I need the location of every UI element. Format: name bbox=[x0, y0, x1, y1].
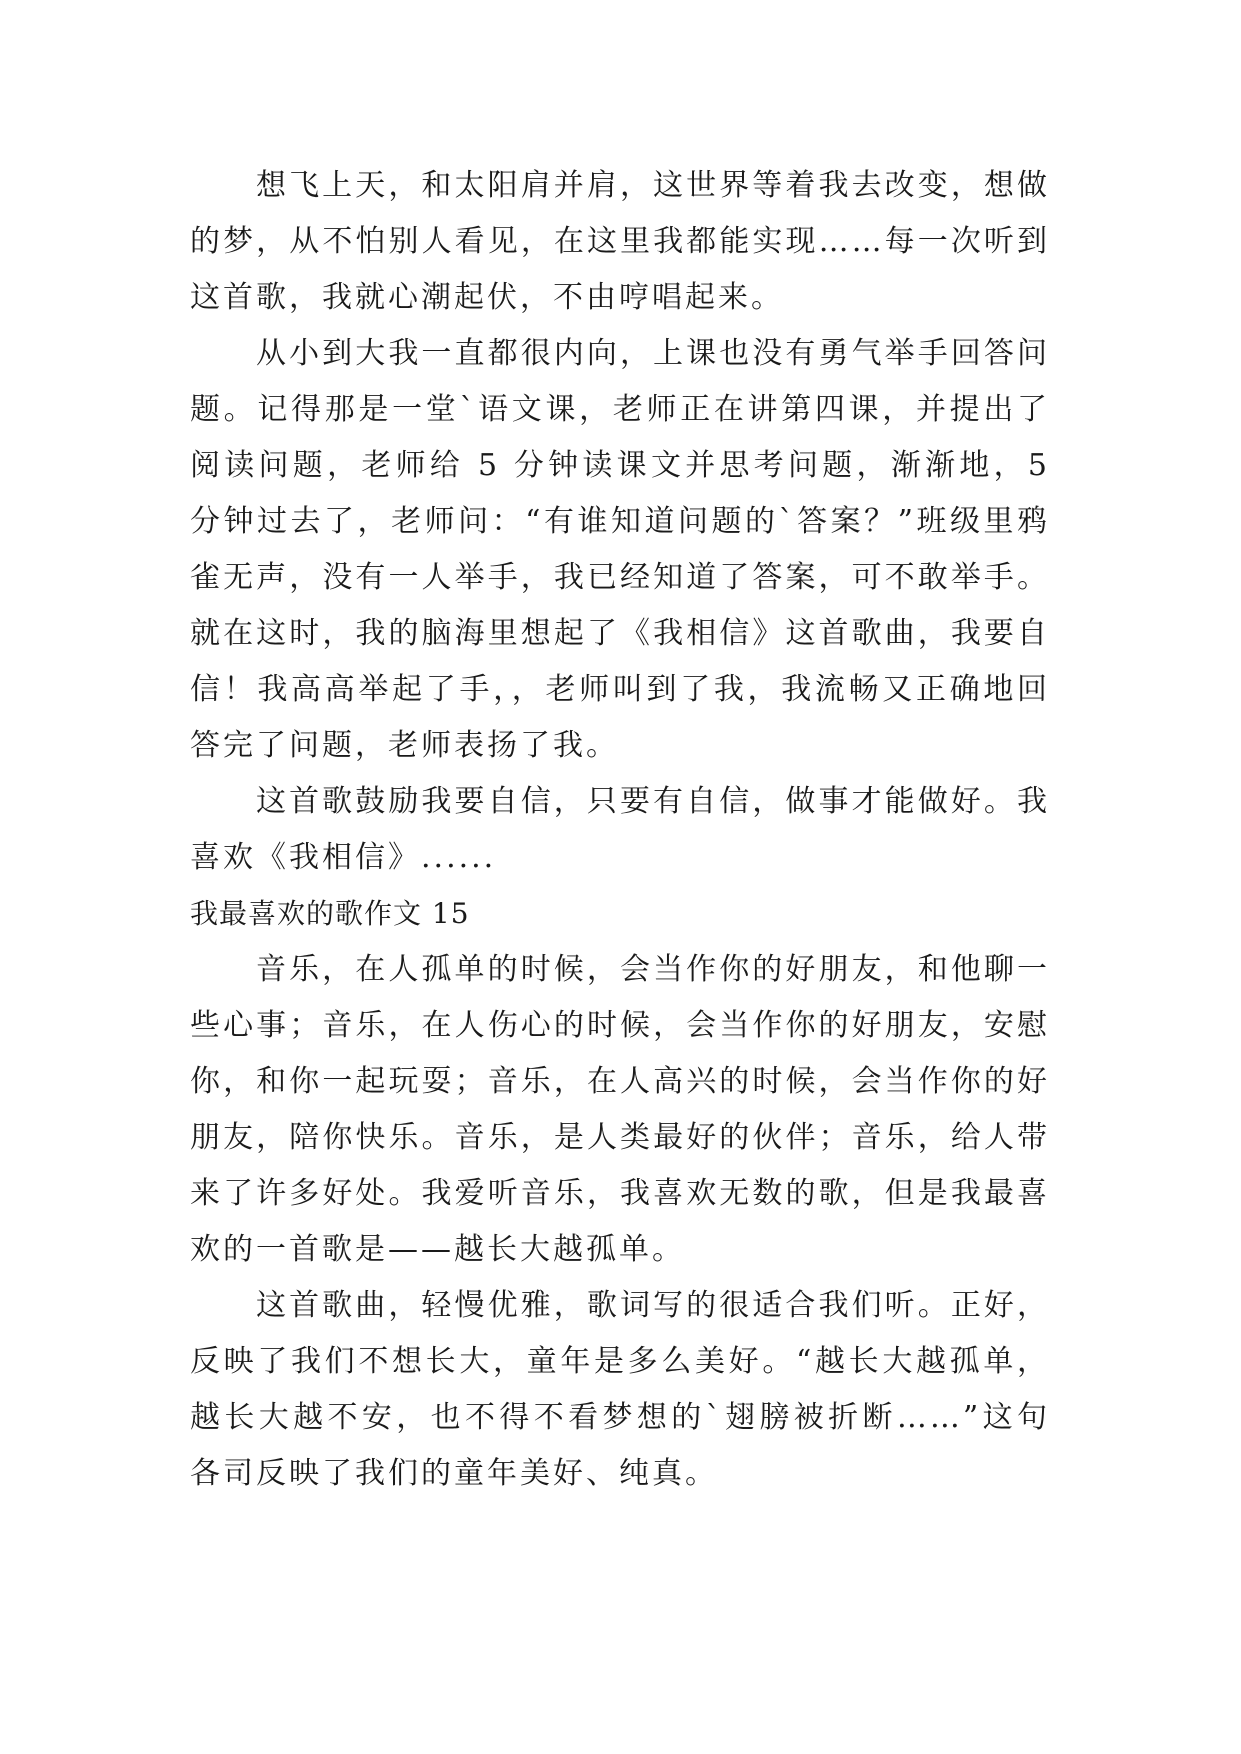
paragraph-1: 想飞上天，和太阳肩并肩，这世界等着我去改变，想做的梦，从不怕别人看见，在这里我都能实现……每一次听到这首歌，我就心潮起伏，不由哼唱起来。 bbox=[190, 168, 1050, 315]
paragraph-3: 这首歌鼓励我要自信，只要有自信，做事才能做好。我喜欢《我相信》...... bbox=[190, 784, 1050, 875]
paragraph-2: 从小到大我一直都很内向，上课也没有勇气举手回答问题。记得那是一堂`语文课，老师正在讲第四课，并提出了阅读问题，老师给 5 分钟读课文并思考问题，渐渐地，5 分钟过去了，老师问：“有谁知道问题的`答案？”班级里鸦雀无声，没有一人举手，我已经知道了答案，可不敢举手。就在这时，我的脑海里想起了《我相信》这首歌曲，我要自信！我高高举起了手，，老师叫到了我，我流畅又正确地回答完了问题，老师表扬了我。 bbox=[190, 336, 1050, 763]
section-heading: 我最喜欢的歌作文 15 bbox=[190, 897, 470, 930]
paragraph-4: 音乐，在人孤单的时候，会当作你的好朋友，和他聊一些心事；音乐，在人伤心的时候，会当作你的好朋友，安慰你，和你一起玩耍；音乐，在人高兴的时候，会当作你的好朋友，陪你快乐。音乐，是人类最好的伙伴；音乐，给人带来了许多好处。我爱听音乐，我喜欢无数的歌，但是我最喜欢的一首歌是——越长大越孤单。 bbox=[190, 952, 1050, 1267]
paragraph-5: 这首歌曲，轻慢优雅，歌词写的很适合我们听。正好，反映了我们不想长大，童年是多么美好。“越长大越孤单，越长大越不安，也不得不看梦想的`翅膀被折断……”这句各司反映了我们的童年美好、纯真。 bbox=[190, 1288, 1050, 1491]
document-body bbox=[190, 158, 1050, 1502]
